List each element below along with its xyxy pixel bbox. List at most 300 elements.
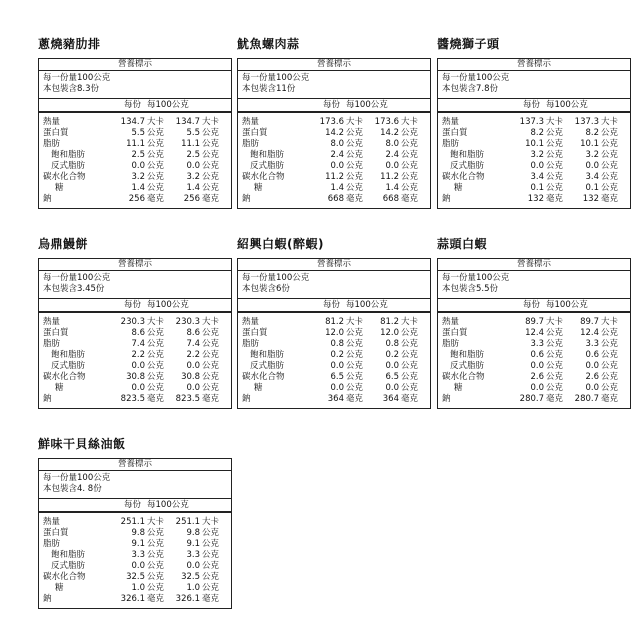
col-per-serving: 每份 (123, 100, 141, 110)
serving-info (438, 271, 630, 299)
value-per-serving: 1.0 (131, 583, 145, 593)
nutrient-name: 反式脂肪 (250, 361, 285, 371)
col-per-100g: 每100公克 (346, 100, 388, 110)
unit-per-serving: 公克 (147, 550, 165, 560)
nutrient-name: 碳水化合物 (242, 172, 285, 182)
value-per-100g: 668 (382, 194, 399, 204)
nutrient-name: 糖 (254, 183, 263, 193)
unit-per-100g: 公克 (202, 139, 220, 149)
unit-per-100g: 大卡 (202, 117, 220, 127)
serving-size: 每一份量100公克 (43, 273, 111, 283)
value-per-100g: 3.2 (186, 172, 200, 182)
serving-info (39, 271, 231, 299)
nutrient-name: 鈉 (43, 594, 52, 604)
nutrient-row (438, 194, 630, 205)
col-per-serving: 每份 (322, 300, 340, 310)
unit-per-serving: 公克 (546, 161, 564, 171)
serving-size: 每一份量100公克 (442, 73, 510, 83)
value-per-serving: 8.2 (530, 128, 544, 138)
unit-per-100g: 公克 (202, 328, 220, 338)
nutrient-row (238, 361, 430, 372)
unit-per-100g: 公克 (401, 372, 419, 382)
nutrient-row (238, 161, 430, 172)
nutrient-row (39, 528, 231, 539)
nutrient-name: 熱量 (43, 117, 61, 127)
value-per-serving: 0.0 (330, 361, 344, 371)
nutrient-name: 脂肪 (442, 139, 460, 149)
value-per-100g: 5.5 (186, 128, 200, 138)
nutrient-row (39, 117, 231, 128)
value-per-100g: 137.3 (574, 117, 599, 127)
unit-per-100g: 大卡 (202, 317, 220, 327)
value-per-100g: 1.0 (186, 583, 200, 593)
unit-per-100g: 公克 (601, 128, 619, 138)
unit-per-100g: 大卡 (601, 117, 619, 127)
value-per-serving: 30.8 (126, 372, 145, 382)
value-per-serving: 8.0 (330, 139, 344, 149)
unit-per-serving: 公克 (346, 350, 364, 360)
nutrient-row (39, 394, 231, 405)
unit-per-serving: 公克 (147, 128, 165, 138)
unit-per-serving: 公克 (546, 139, 564, 149)
unit-per-serving: 公克 (346, 383, 364, 393)
nutrient-name: 鈉 (43, 194, 52, 204)
value-per-serving: 9.1 (131, 539, 145, 549)
value-per-serving: 3.2 (131, 172, 145, 182)
value-per-100g: 2.6 (585, 372, 599, 382)
product-card (237, 36, 431, 209)
nutrient-row (238, 172, 430, 183)
serving-size: 每一份量100公克 (43, 473, 111, 483)
value-per-100g: 7.4 (186, 339, 200, 349)
nutrient-name: 熱量 (442, 117, 460, 127)
nutrient-row (438, 350, 630, 361)
unit-per-100g: 公克 (202, 361, 220, 371)
unit-per-100g: 毫克 (401, 194, 419, 204)
nutrition-label (237, 258, 431, 409)
value-per-serving: 2.6 (530, 372, 544, 382)
nutrient-name: 碳水化合物 (442, 372, 485, 382)
unit-per-serving: 公克 (147, 350, 165, 360)
value-per-serving: 3.2 (530, 150, 544, 160)
unit-per-100g: 毫克 (601, 394, 619, 404)
value-per-100g: 2.4 (385, 150, 399, 160)
value-per-100g: 0.0 (186, 361, 200, 371)
col-per-100g: 每100公克 (546, 300, 588, 310)
servings-per-package: 本包裝含11份 (242, 84, 296, 94)
nutrient-row (238, 194, 430, 205)
nutrient-row (39, 183, 231, 194)
value-per-serving: 8.6 (131, 328, 145, 338)
unit-per-serving: 公克 (546, 172, 564, 182)
label-header: 營養標示 (438, 59, 630, 71)
nutrient-row (438, 361, 630, 372)
nutrient-name: 熱量 (242, 117, 260, 127)
nutrient-name: 反式脂肪 (250, 161, 285, 171)
label-header: 營養標示 (39, 259, 231, 271)
serving-info (238, 71, 430, 99)
nutrient-name: 碳水化合物 (43, 572, 86, 582)
value-per-serving: 823.5 (120, 394, 145, 404)
value-per-100g: 0.0 (385, 161, 399, 171)
nutrient-name: 蛋白質 (43, 328, 69, 338)
value-per-serving: 0.8 (330, 339, 344, 349)
value-per-100g: 0.0 (585, 161, 599, 171)
nutrient-row (39, 150, 231, 161)
unit-per-serving: 大卡 (546, 117, 564, 127)
value-per-serving: 0.0 (131, 361, 145, 371)
product-title: 蔥燒豬肋排 (38, 37, 101, 51)
value-per-serving: 1.4 (131, 183, 145, 193)
value-per-100g: 173.6 (374, 117, 399, 127)
value-per-serving: 11.1 (126, 139, 145, 149)
value-per-serving: 2.5 (131, 150, 145, 160)
value-per-100g: 364 (382, 394, 399, 404)
column-header (39, 299, 231, 313)
value-per-100g: 3.2 (585, 150, 599, 160)
nutrient-name: 熱量 (43, 317, 61, 327)
value-per-serving: 0.0 (530, 361, 544, 371)
value-per-100g: 11.1 (181, 139, 200, 149)
nutrient-row (39, 317, 231, 328)
value-per-serving: 7.4 (131, 339, 145, 349)
value-per-serving: 5.5 (131, 128, 145, 138)
value-per-100g: 2.2 (186, 350, 200, 360)
unit-per-100g: 公克 (601, 350, 619, 360)
nutrient-row (39, 139, 231, 150)
value-per-100g: 6.5 (385, 372, 399, 382)
nutrition-label (237, 58, 431, 209)
value-per-100g: 0.0 (186, 383, 200, 393)
nutrient-name: 蛋白質 (43, 528, 69, 538)
nutrient-name: 蛋白質 (43, 128, 69, 138)
unit-per-100g: 公克 (401, 161, 419, 171)
nutrient-row (238, 128, 430, 139)
unit-per-100g: 公克 (202, 350, 220, 360)
nutrient-name: 糖 (454, 383, 463, 393)
label-header: 營養標示 (238, 59, 430, 71)
nutrient-rows (39, 117, 231, 208)
nutrient-name: 飽和脂肪 (51, 350, 86, 360)
value-per-100g: 89.7 (580, 317, 599, 327)
unit-per-serving: 公克 (546, 150, 564, 160)
nutrient-row (238, 317, 430, 328)
nutrient-name: 鈉 (43, 394, 52, 404)
nutrient-name: 脂肪 (242, 139, 260, 149)
unit-per-100g: 公克 (401, 172, 419, 182)
value-per-serving: 11.2 (325, 172, 344, 182)
value-per-serving: 3.3 (131, 550, 145, 560)
nutrient-name: 飽和脂肪 (450, 350, 485, 360)
value-per-serving: 134.7 (120, 117, 145, 127)
value-per-serving: 230.3 (120, 317, 145, 327)
value-per-100g: 9.8 (186, 528, 200, 538)
unit-per-serving: 毫克 (147, 594, 165, 604)
nutrient-name: 碳水化合物 (242, 372, 285, 382)
column-header (238, 299, 430, 313)
unit-per-serving: 大卡 (346, 317, 364, 327)
value-per-100g: 11.2 (380, 172, 399, 182)
unit-per-100g: 公克 (601, 372, 619, 382)
nutrient-row (39, 550, 231, 561)
unit-per-serving: 大卡 (147, 517, 165, 527)
unit-per-100g: 公克 (202, 572, 220, 582)
nutrient-row (438, 183, 630, 194)
nutrient-name: 反式脂肪 (450, 361, 485, 371)
unit-per-serving: 公克 (346, 139, 364, 149)
unit-per-serving: 公克 (346, 128, 364, 138)
product-card (38, 436, 232, 609)
unit-per-100g: 公克 (202, 161, 220, 171)
value-per-100g: 8.0 (385, 139, 399, 149)
unit-per-serving: 公克 (346, 328, 364, 338)
unit-per-serving: 毫克 (546, 394, 564, 404)
product-card (437, 36, 631, 209)
nutrient-row (39, 583, 231, 594)
unit-per-serving: 毫克 (546, 194, 564, 204)
nutrient-name: 熱量 (242, 317, 260, 327)
value-per-100g: 12.4 (580, 328, 599, 338)
value-per-serving: 0.1 (530, 183, 544, 193)
unit-per-serving: 公克 (346, 372, 364, 382)
value-per-100g: 3.3 (186, 550, 200, 560)
col-per-serving: 每份 (322, 100, 340, 110)
unit-per-100g: 公克 (401, 150, 419, 160)
nutrient-row (438, 383, 630, 394)
col-per-serving: 每份 (522, 100, 540, 110)
nutrient-name: 鈉 (442, 394, 451, 404)
nutrient-row (39, 594, 231, 605)
nutrient-row (438, 372, 630, 383)
nutrient-name: 糖 (55, 383, 64, 393)
unit-per-serving: 公克 (147, 528, 165, 538)
nutrient-row (238, 350, 430, 361)
value-per-100g: 8.2 (585, 128, 599, 138)
unit-per-100g: 大卡 (601, 317, 619, 327)
value-per-serving: 0.0 (530, 161, 544, 171)
unit-per-serving: 公克 (346, 361, 364, 371)
unit-per-serving: 公克 (147, 183, 165, 193)
unit-per-100g: 公克 (401, 128, 419, 138)
nutrient-row (438, 328, 630, 339)
nutrient-name: 鈉 (242, 194, 251, 204)
unit-per-serving: 公克 (147, 161, 165, 171)
label-header: 營養標示 (39, 459, 231, 471)
value-per-serving: 2.4 (330, 150, 344, 160)
value-per-100g: 2.5 (186, 150, 200, 160)
nutrient-row (438, 317, 630, 328)
value-per-100g: 0.0 (385, 383, 399, 393)
value-per-100g: 0.1 (585, 183, 599, 193)
unit-per-serving: 大卡 (147, 117, 165, 127)
value-per-serving: 364 (327, 394, 344, 404)
value-per-serving: 173.6 (319, 117, 344, 127)
value-per-100g: 9.1 (186, 539, 200, 549)
value-per-100g: 81.2 (380, 317, 399, 327)
nutrient-row (39, 539, 231, 550)
nutrient-row (238, 150, 430, 161)
nutrition-label (38, 458, 232, 609)
nutrient-name: 蛋白質 (242, 328, 268, 338)
unit-per-100g: 公克 (601, 339, 619, 349)
value-per-100g: 30.8 (181, 372, 200, 382)
nutrient-name: 反式脂肪 (51, 161, 86, 171)
unit-per-serving: 公克 (147, 539, 165, 549)
nutrient-name: 反式脂肪 (450, 161, 485, 171)
serving-info (238, 271, 430, 299)
column-header (39, 499, 231, 513)
value-per-serving: 32.5 (126, 572, 145, 582)
serving-size: 每一份量100公克 (442, 273, 510, 283)
unit-per-100g: 公克 (601, 139, 619, 149)
unit-per-serving: 公克 (346, 183, 364, 193)
nutrient-row (39, 128, 231, 139)
value-per-serving: 0.0 (131, 561, 145, 571)
unit-per-100g: 公克 (601, 161, 619, 171)
nutrient-row (438, 394, 630, 405)
nutrient-name: 脂肪 (43, 339, 61, 349)
unit-per-serving: 毫克 (147, 194, 165, 204)
serving-size: 每一份量100公克 (43, 73, 111, 83)
product-title: 醬燒獅子頭 (437, 37, 500, 51)
value-per-100g: 134.7 (175, 117, 200, 127)
column-header (438, 99, 630, 113)
value-per-serving: 6.5 (330, 372, 344, 382)
nutrient-row (438, 339, 630, 350)
nutrient-name: 飽和脂肪 (51, 550, 86, 560)
unit-per-100g: 公克 (202, 172, 220, 182)
unit-per-serving: 毫克 (346, 194, 364, 204)
nutrient-name: 脂肪 (442, 339, 460, 349)
serving-info (438, 71, 630, 99)
unit-per-serving: 大卡 (147, 317, 165, 327)
unit-per-serving: 毫克 (147, 394, 165, 404)
unit-per-100g: 公克 (202, 372, 220, 382)
nutrient-rows (39, 317, 231, 408)
value-per-100g: 0.0 (186, 561, 200, 571)
serving-info (39, 471, 231, 499)
nutrient-row (39, 361, 231, 372)
unit-per-100g: 公克 (601, 383, 619, 393)
nutrient-row (39, 350, 231, 361)
servings-per-package: 本包裝含8.3份 (43, 84, 100, 94)
value-per-serving: 12.4 (525, 328, 544, 338)
value-per-100g: 280.7 (574, 394, 599, 404)
value-per-serving: 326.1 (120, 594, 145, 604)
value-per-serving: 251.1 (120, 517, 145, 527)
product-card (437, 236, 631, 409)
product-card (237, 236, 431, 409)
value-per-100g: 823.5 (175, 394, 200, 404)
unit-per-serving: 毫克 (346, 394, 364, 404)
value-per-100g: 326.1 (175, 594, 200, 604)
value-per-100g: 0.0 (186, 161, 200, 171)
nutrient-row (438, 172, 630, 183)
value-per-100g: 251.1 (175, 517, 200, 527)
nutrient-name: 糖 (454, 183, 463, 193)
value-per-100g: 132 (582, 194, 599, 204)
nutrient-row (238, 339, 430, 350)
col-per-100g: 每100公克 (147, 100, 189, 110)
unit-per-serving: 公克 (546, 350, 564, 360)
nutrient-rows (238, 317, 430, 408)
unit-per-100g: 公克 (202, 339, 220, 349)
unit-per-serving: 公克 (546, 128, 564, 138)
unit-per-100g: 毫克 (601, 194, 619, 204)
unit-per-serving: 公克 (546, 183, 564, 193)
nutrient-row (238, 383, 430, 394)
unit-per-serving: 公克 (147, 150, 165, 160)
nutrient-name: 鈉 (442, 194, 451, 204)
value-per-serving: 0.0 (330, 383, 344, 393)
value-per-serving: 89.7 (525, 317, 544, 327)
product-card (38, 236, 232, 409)
servings-per-package: 本包裝含6份 (242, 284, 290, 294)
nutrient-name: 飽和脂肪 (51, 150, 86, 160)
value-per-100g: 0.8 (385, 339, 399, 349)
nutrient-name: 蛋白質 (442, 328, 468, 338)
value-per-100g: 0.0 (585, 361, 599, 371)
value-per-serving: 0.6 (530, 350, 544, 360)
nutrient-name: 熱量 (442, 317, 460, 327)
nutrient-row (39, 161, 231, 172)
nutrient-row (438, 161, 630, 172)
value-per-serving: 668 (327, 194, 344, 204)
nutrient-row (39, 572, 231, 583)
unit-per-100g: 公克 (401, 183, 419, 193)
value-per-serving: 2.2 (131, 350, 145, 360)
unit-per-100g: 公克 (202, 583, 220, 593)
value-per-serving: 0.0 (330, 161, 344, 171)
product-title: 魷魚螺肉蒜 (237, 37, 300, 51)
nutrient-name: 糖 (55, 183, 64, 193)
nutrient-row (39, 194, 231, 205)
value-per-100g: 230.3 (175, 317, 200, 327)
value-per-serving: 280.7 (519, 394, 544, 404)
value-per-serving: 132 (527, 194, 544, 204)
unit-per-serving: 公克 (346, 161, 364, 171)
nutrient-row (438, 139, 630, 150)
unit-per-serving: 公克 (346, 339, 364, 349)
col-per-serving: 每份 (123, 500, 141, 510)
label-header: 營養標示 (438, 259, 630, 271)
nutrient-row (238, 139, 430, 150)
unit-per-100g: 公克 (202, 383, 220, 393)
nutrient-row (238, 183, 430, 194)
value-per-100g: 3.3 (585, 339, 599, 349)
unit-per-100g: 公克 (601, 361, 619, 371)
nutrition-label (38, 58, 232, 209)
col-per-serving: 每份 (123, 300, 141, 310)
unit-per-100g: 公克 (202, 528, 220, 538)
column-header (238, 99, 430, 113)
value-per-serving: 0.0 (131, 161, 145, 171)
unit-per-100g: 毫克 (202, 594, 220, 604)
nutrient-row (238, 328, 430, 339)
value-per-serving: 0.2 (330, 350, 344, 360)
value-per-serving: 0.0 (530, 383, 544, 393)
unit-per-serving: 公克 (546, 361, 564, 371)
unit-per-serving: 公克 (346, 150, 364, 160)
nutrition-label (38, 258, 232, 409)
unit-per-100g: 大卡 (401, 117, 419, 127)
nutrient-name: 熱量 (43, 517, 61, 527)
nutrient-rows (39, 517, 231, 608)
unit-per-100g: 公克 (202, 561, 220, 571)
value-per-serving: 256 (128, 194, 145, 204)
unit-per-100g: 大卡 (202, 517, 220, 527)
value-per-100g: 10.1 (580, 139, 599, 149)
